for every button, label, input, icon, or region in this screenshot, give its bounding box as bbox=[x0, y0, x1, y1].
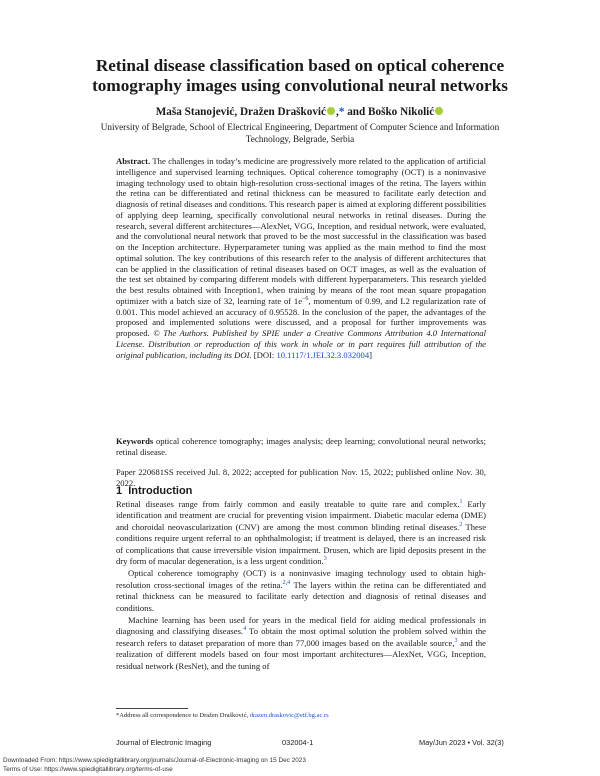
keywords-label: Keywords bbox=[116, 436, 154, 446]
license-text: © The Authors. Published by SPIE under a Creative Commons Attribution 4.0 International License. Distribution or reproduction of this work in whole or in part requires full attribution of the original publication, including its DOI. bbox=[116, 328, 486, 360]
introduction-body bbox=[116, 499, 486, 673]
orcid-icon[interactable] bbox=[435, 107, 443, 115]
abstract-exponent: −6 bbox=[302, 295, 309, 302]
section-heading bbox=[116, 485, 192, 497]
email-link[interactable]: drazen.draskovic@etf.bg.ac.rs bbox=[249, 712, 329, 719]
paper-title: Retinal disease classification based on optical coherence tomography images using convolutional neural networks bbox=[92, 56, 508, 95]
intro-paragraph: Optical coherence tomography (OCT) is a noninvasive imaging technology used to obtain high-resolution cross-sectional images of the retina.$^{2,4}$ The layers within the retina can be differentiated and retinal thickness can be measured to facilitate early detection and diagnosis of retinal diseases and conditions. bbox=[116, 568, 486, 613]
author-list: Maša Stanojević, Dražen Drašković ,* and Boško Nikolić bbox=[70, 105, 530, 119]
terms-of-use-link[interactable]: Terms of Use: https://www.spiedigitallibrary.org/terms-of-use bbox=[3, 766, 173, 773]
corresponding-author-mark[interactable]: * bbox=[338, 106, 345, 118]
author-separator: and bbox=[347, 106, 366, 118]
author-name[interactable]: Boško Nikolić bbox=[368, 106, 435, 118]
page-number: 032004-1 bbox=[282, 738, 314, 747]
reference-link[interactable]: 3 bbox=[323, 556, 327, 563]
reference-link[interactable]: 4 bbox=[243, 626, 247, 633]
intro-paragraph: Machine learning has been used for years in the medical field for aiding medical professionals in diagnosing and classifying diseases.$^4$ To obtain the most optimal solution the problem solved within the research refers to dataset preparation of more than 77,000 images based on the available source,$^3$ and the realization of different models based on four most important architectures—AlexNet, VGG, Inception, residual network (ResNet), and the tuning of bbox=[116, 615, 486, 671]
footnote: *Address all correspondence to Dražen Drašković, drazen.draskovic@etf.bg.ac.rs bbox=[116, 712, 329, 719]
reference-link[interactable]: 3 bbox=[454, 638, 458, 645]
received-dates: Paper 220681SS received Jul. 8, 2022; accepted for publication Nov. 15, 2022; published online Nov. 30, 2022. bbox=[116, 467, 486, 488]
bullet: • bbox=[467, 738, 471, 747]
download-notice: Downloaded From: https://www.spiedigitallibrary.org/journals/Journal-of-Electronic-Imaging on 15 Dec 2023 bbox=[3, 757, 306, 764]
abstract-text: The challenges in today’s medicine are progressively more related to the application of artificial intelligence and supervised learning techniques. Optical coherence tomography (OCT) is a noninvasive imaging technology used to obtain high-resolution cross-sectional images of the retina. The layers within the retina can be differentiated and retinal thickness can be measured to facilitate early detection and diagnosis of retinal diseases and conditions. This research paper is aimed at exploring different possibilities of applying deep learning, specifically convolutional neural networks in retinal diseases. During the research, several different architectures—AlexNet, VGG, Inception, and residual network, were evaluated, and the convolutional neural network that proved to be the most successful in the classification was based on the Inception architecture. Hyperparameter tuning was applied as the main method to find the most optimal solution. The key contributions of this research refer to the analysis of different architectures that can be applied in the classification of retinal diseases based on OCT images, as well as the evaluation of the test set obtained by comparing different models with different hyperparameters. This research yielded the best results obtained with Inception1, when training by means of the root mean square propagation optimizer with a batch size of 32, learning rate of 1e bbox=[116, 156, 487, 306]
orcid-icon[interactable] bbox=[327, 107, 335, 115]
author-name[interactable]: Maša Stanojević bbox=[155, 106, 235, 118]
footnote-divider bbox=[116, 708, 188, 709]
author-name[interactable]: Dražen Drašković bbox=[239, 106, 327, 118]
abstract-label: Abstract. bbox=[116, 156, 151, 166]
doi-link[interactable]: 10.1117/1.JEI.32.3.032004 bbox=[276, 349, 370, 360]
abstract-text-2: , momentum of 0.99, and L2 regularization rate of 0.001. This model achieved an accuracy of 0.95528. In the conclusion of the paper, the advantages of the proposed and implemented solutions were discussed, and a proposal for further improvements was proposed. bbox=[116, 295, 486, 338]
abstract bbox=[116, 156, 486, 360]
keywords-text: optical coherence tomography; images analysis; deep learning; convolutional neural networks; retinal disease. bbox=[116, 436, 486, 457]
intro-paragraph: Retinal diseases range from fairly common and easily treatable to quite rare and complex.$^1$ Early identification and treatment are crucial for preventing vision impairment. Diabetic macular edema (DME) and choroidal neovascularization (CNV) are among the most common blinding retinal diseases.$^2$ These conditions require urgent referral to an ophthalmologist; if treatment is delayed, there is an increased risk of complications that cause irreversible vision impairment. Drusen, which are lipid deposits present in the dry form of macular degeneration, is a less urgent condition.$^3$ bbox=[116, 499, 487, 567]
doi-prefix: [DOI: bbox=[253, 349, 275, 360]
issue-info: May/Jun 2023 • Vol. 32(3) bbox=[419, 738, 504, 747]
keywords bbox=[116, 436, 486, 458]
doi-suffix: ] bbox=[369, 349, 373, 360]
reference-link[interactable]: 2,4 bbox=[282, 579, 291, 586]
journal-name: Journal of Electronic Imaging bbox=[116, 738, 212, 747]
section-title: Introduction bbox=[128, 485, 193, 497]
affiliation: University of Belgrade, School of Electrical Engineering, Department of Computer Science and Information Technology, Belgrade, Serbia bbox=[100, 122, 500, 144]
section-number: 1 bbox=[116, 485, 123, 497]
reference-link[interactable]: 2 bbox=[459, 521, 463, 528]
reference-link[interactable]: 1 bbox=[459, 499, 463, 506]
